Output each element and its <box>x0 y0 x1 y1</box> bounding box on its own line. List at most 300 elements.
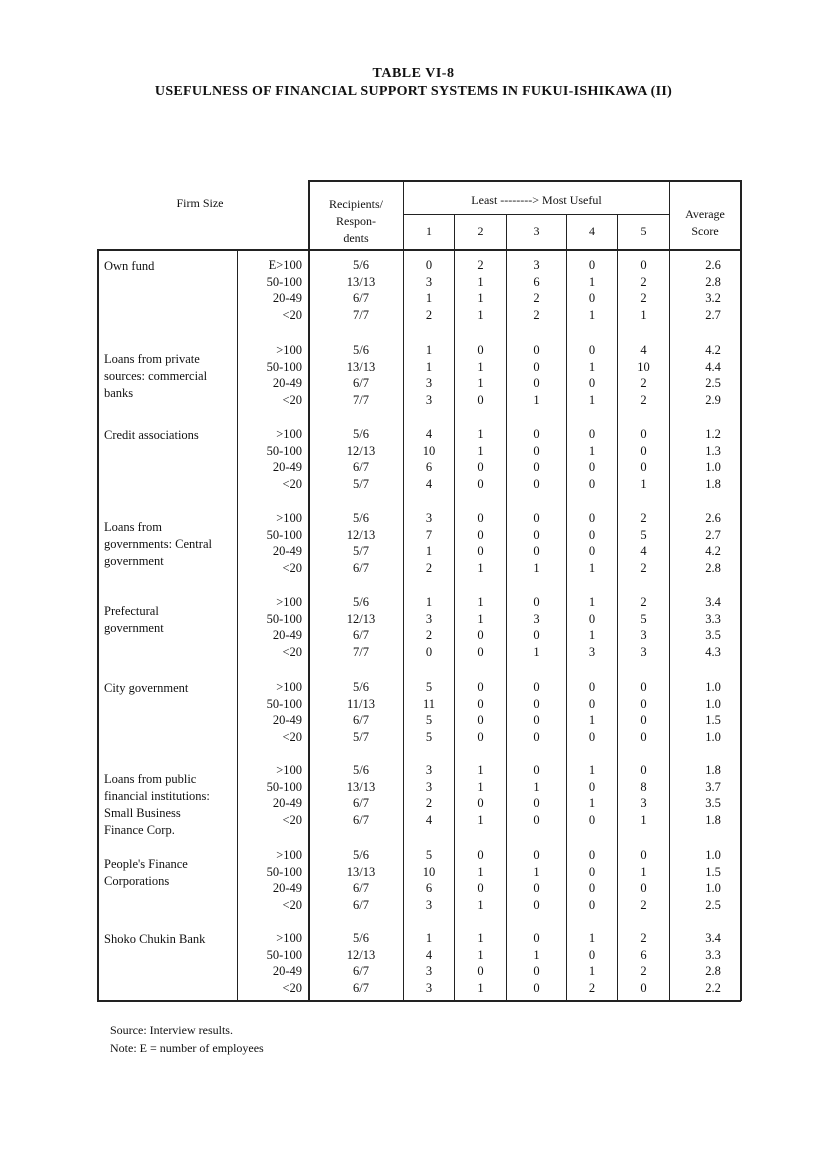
usefulness-count-cell: 3 <box>640 796 647 810</box>
firm-size-cell: <20 <box>282 980 302 995</box>
recipients-header-line1: Recipients/ <box>329 197 383 211</box>
firm-size-cell: 50-100 <box>266 359 302 374</box>
group-label: Prefectural <box>104 604 159 618</box>
average-score-cell: 3.4 <box>705 595 721 609</box>
firm-size-cell: 20-49 <box>272 964 302 978</box>
usefulness-count-cell: 0 <box>533 729 540 744</box>
usefulness-count-cell: 0 <box>477 628 484 642</box>
usefulness-count-cell: 2 <box>533 307 540 322</box>
usefulness-count-cell: 0 <box>588 476 596 491</box>
usefulness-count-cell: 0 <box>640 427 647 441</box>
firm-size-cell: >100 <box>276 427 302 441</box>
usefulness-count-cell: 0 <box>533 511 540 525</box>
usefulness-count-cell: 0 <box>533 460 540 474</box>
average-score-cell: 2.5 <box>705 897 721 912</box>
average-score-cell: 3.7 <box>705 779 721 794</box>
usefulness-count-cell: 1 <box>425 359 433 374</box>
usefulness-count-cell: 2 <box>640 931 647 945</box>
usefulness-count-cell: 0 <box>588 258 596 272</box>
usefulness-count-cell: 0 <box>477 343 484 357</box>
recipients-cell: 6/7 <box>353 713 369 727</box>
group-label: Loans from <box>104 520 162 534</box>
average-score-cell: 1.3 <box>705 443 721 458</box>
usefulness-count-cell: 1 <box>477 779 484 794</box>
usefulness-count-cell: 1 <box>588 628 596 642</box>
usefulness-count-cell: 0 <box>477 713 484 727</box>
usefulness-count-cell: 3 <box>425 274 433 289</box>
average-score-cell: 2.8 <box>705 560 721 575</box>
usefulness-count-cell: 0 <box>477 696 484 711</box>
usefulness-count-cell: 3 <box>425 511 433 525</box>
firm-size-cell: <20 <box>282 729 302 744</box>
usefulness-count-cell: 0 <box>588 460 596 474</box>
usefulness-count-cell: 1 <box>533 560 540 575</box>
average-score-cell: 1.0 <box>705 680 721 694</box>
firm-size-cell: >100 <box>276 595 302 609</box>
usefulness-count-cell: 6 <box>425 460 433 474</box>
usefulness-count-cell: 0 <box>588 544 596 558</box>
group-label: government <box>104 621 164 635</box>
usefulness-count-cell: 0 <box>533 696 540 711</box>
usefulness-count-cell: 2 <box>640 511 647 525</box>
recipients-cell: 13/13 <box>346 864 376 879</box>
recipients-cell: 6/7 <box>353 376 369 390</box>
scale-header-divider <box>403 214 669 215</box>
usefulness-count-cell: 1 <box>477 595 484 609</box>
firm-size-cell: 20-49 <box>272 796 302 810</box>
usefulness-count-cell: 8 <box>640 779 647 794</box>
usefulness-count-cell: 1 <box>533 779 540 794</box>
usefulness-count-cell: 0 <box>588 779 596 794</box>
employee-note: Note: E = number of employees <box>110 1041 264 1055</box>
usefulness-count-cell: 1 <box>477 291 484 305</box>
firm-size-cell: 20-49 <box>272 376 302 390</box>
recipients-cell: 5/6 <box>353 511 369 525</box>
firm-size-cell: 20-49 <box>272 291 302 305</box>
usefulness-count-cell: 1 <box>477 947 484 962</box>
usefulness-count-cell: 0 <box>640 713 647 727</box>
firm-size-header: Firm Size <box>176 196 224 210</box>
group-label: City government <box>104 681 189 695</box>
usefulness-count-cell: 2 <box>477 258 484 272</box>
usefulness-count-cell: 0 <box>588 881 596 895</box>
recipients-cell: 6/7 <box>353 460 369 474</box>
usefulness-count-cell: 1 <box>533 947 540 962</box>
recipients-header-line3: dents <box>343 231 369 245</box>
recipients-cell: 6/7 <box>353 291 369 305</box>
firm-size-cell: >100 <box>276 931 302 945</box>
group-label: Corporations <box>104 874 170 888</box>
usefulness-count-cell: 3 <box>425 897 433 912</box>
usefulness-count-cell: 0 <box>588 848 596 862</box>
group-label: Own fund <box>104 259 155 273</box>
average-score-cell: 1.0 <box>705 696 721 711</box>
recipients-cell: 5/7 <box>353 476 369 491</box>
usefulness-count-cell: 0 <box>588 680 596 694</box>
usefulness-count-cell: 1 <box>477 611 484 626</box>
usefulness-count-cell: 3 <box>425 763 433 777</box>
usefulness-count-cell: 0 <box>477 460 484 474</box>
usefulness-count-cell: 6 <box>533 274 540 289</box>
usefulness-count-cell: 0 <box>588 897 596 912</box>
usefulness-count-cell: 5 <box>640 527 647 542</box>
scale-col-1-header: 1 <box>426 224 432 238</box>
usefulness-count-cell: 2 <box>640 560 647 575</box>
average-score-cell: 2.6 <box>705 511 721 525</box>
usefulness-count-cell: 0 <box>588 812 596 827</box>
usefulness-count-cell: 1 <box>477 763 484 777</box>
recipients-cell: 5/6 <box>353 680 369 694</box>
usefulness-count-cell: 3 <box>425 779 433 794</box>
usefulness-count-cell: 1 <box>588 274 596 289</box>
header-bottom-border <box>97 249 741 251</box>
usefulness-count-cell: 0 <box>533 427 540 441</box>
usefulness-count-cell: 10 <box>422 864 436 879</box>
recipients-cell: 5/7 <box>353 729 369 744</box>
average-score-cell: 2.9 <box>705 392 721 407</box>
usefulness-count-cell: 0 <box>533 443 540 458</box>
recipients-cell: 6/7 <box>353 628 369 642</box>
recipients-cell: 5/6 <box>353 931 369 945</box>
average-score-cell: 2.2 <box>705 980 721 995</box>
usefulness-count-cell: 0 <box>533 680 540 694</box>
average-score-cell: 4.2 <box>705 544 721 558</box>
group-label: Small Business <box>104 806 181 820</box>
recipients-cell: 7/7 <box>353 307 369 322</box>
group-label: government <box>104 554 164 568</box>
usefulness-count-cell: 0 <box>588 729 596 744</box>
usefulness-count-cell: 3 <box>640 644 647 659</box>
usefulness-count-cell: 0 <box>588 527 596 542</box>
usefulness-count-cell: 0 <box>588 427 596 441</box>
average-score-cell: 1.5 <box>705 864 721 879</box>
usefulness-count-cell: 6 <box>425 881 433 895</box>
usefulness-count-cell: 0 <box>425 644 433 659</box>
average-score-cell: 4.4 <box>705 359 721 374</box>
usefulness-count-cell: 4 <box>425 812 433 827</box>
group-label: banks <box>104 386 134 400</box>
usefulness-count-cell: 0 <box>533 713 540 727</box>
usefulness-count-cell: 1 <box>477 980 484 995</box>
source-note: Source: Interview results. <box>110 1023 233 1037</box>
usefulness-count-cell: 0 <box>425 258 433 272</box>
recipients-cell: 6/7 <box>353 980 369 995</box>
recipients-cell: 6/7 <box>353 897 369 912</box>
average-score-cell: 3.5 <box>705 796 721 810</box>
recipients-cell: 5/6 <box>353 848 369 862</box>
recipients-left-border <box>308 180 310 1001</box>
usefulness-count-cell: 3 <box>533 258 540 272</box>
usefulness-count-cell: 2 <box>640 291 647 305</box>
usefulness-count-cell: 0 <box>533 527 540 542</box>
group-label: governments: Central <box>104 537 212 551</box>
firm-size-cell: 50-100 <box>266 611 302 626</box>
usefulness-count-cell: 1 <box>477 274 484 289</box>
usefulness-count-cell: 2 <box>640 964 647 978</box>
usefulness-count-cell: 1 <box>640 307 647 322</box>
usefulness-count-cell: 0 <box>477 881 484 895</box>
average-score-cell: 4.3 <box>705 644 721 659</box>
recipients-cell: 13/13 <box>346 359 376 374</box>
average-score-cell: 2.6 <box>705 258 721 272</box>
usefulness-count-cell: 0 <box>477 964 484 978</box>
average-score-cell: 1.0 <box>705 729 721 744</box>
recipients-cell: 7/7 <box>353 392 369 407</box>
usefulness-count-cell: 3 <box>533 611 540 626</box>
recipients-cell: 6/7 <box>353 812 369 827</box>
firm-size-cell: 20-49 <box>272 460 302 474</box>
usefulness-count-cell: 0 <box>533 931 540 945</box>
firm-size-cell: <20 <box>282 307 302 322</box>
usefulness-count-cell: 0 <box>477 796 484 810</box>
average-score-cell: 2.8 <box>705 964 721 978</box>
recipients-cell: 12/13 <box>346 443 376 458</box>
usefulness-count-cell: 2 <box>533 291 540 305</box>
scale-col-4-header: 4 <box>589 224 595 238</box>
usefulness-count-cell: 1 <box>533 864 540 879</box>
recipients-cell: 5/6 <box>353 258 369 272</box>
usefulness-count-cell: 1 <box>425 931 433 945</box>
usefulness-count-cell: 3 <box>425 980 433 995</box>
group-label: Credit associations <box>104 428 199 442</box>
usefulness-count-cell: 1 <box>425 595 433 609</box>
usefulness-count-cell: 0 <box>533 964 540 978</box>
usefulness-count-cell: 2 <box>425 796 433 810</box>
firm-size-cell: >100 <box>276 343 302 357</box>
usefulness-count-cell: 1 <box>588 359 596 374</box>
firm-size-cell: <20 <box>282 392 302 407</box>
usefulness-count-cell: 5 <box>640 611 647 626</box>
scale-col-2-header: 2 <box>477 224 484 238</box>
scale-col-3-header: 3 <box>533 224 540 238</box>
average-score-cell: 3.4 <box>705 931 721 945</box>
usefulness-count-cell: 11 <box>422 696 436 711</box>
usefulness-count-cell: 1 <box>640 812 647 827</box>
average-score-cell: 1.0 <box>705 460 721 474</box>
firm-size-cell: 20-49 <box>272 881 302 895</box>
usefulness-count-cell: 0 <box>533 763 540 777</box>
recipients-header-line2: Respon- <box>336 214 376 228</box>
firm-size-cell: 50-100 <box>266 779 302 794</box>
table-top-border <box>308 180 741 182</box>
recipients-cell: 12/13 <box>346 947 376 962</box>
usefulness-count-cell: 2 <box>425 307 433 322</box>
recipients-cell: 6/7 <box>353 881 369 895</box>
usefulness-count-cell: 0 <box>588 947 596 962</box>
usefulness-count-cell: 4 <box>425 476 433 491</box>
usefulness-count-cell: 0 <box>477 680 484 694</box>
usefulness-count-cell: 1 <box>640 864 647 879</box>
usefulness-count-cell: 2 <box>640 376 647 390</box>
firm-size-cell: 50-100 <box>266 443 302 458</box>
usefulness-count-cell: 0 <box>533 595 540 609</box>
recipients-cell: 11/13 <box>346 696 375 711</box>
average-score-cell: 1.0 <box>705 881 721 895</box>
usefulness-count-cell: 1 <box>588 443 596 458</box>
firm-size-cell: <20 <box>282 560 302 575</box>
usefulness-count-cell: 5 <box>425 729 433 744</box>
usefulness-count-cell: 10 <box>637 359 650 374</box>
firm-size-cell: 20-49 <box>272 544 302 558</box>
group-label: Shoko Chukin Bank <box>104 932 206 946</box>
average-score-cell: 1.8 <box>705 763 721 777</box>
usefulness-count-cell: 0 <box>640 443 647 458</box>
firm-size-cell: 50-100 <box>266 527 302 542</box>
firm-size-cell: 50-100 <box>266 864 302 879</box>
usefulness-count-cell: 1 <box>477 376 484 390</box>
usefulness-count-cell: 4 <box>640 544 647 558</box>
usefulness-count-cell: 1 <box>588 796 596 810</box>
usefulness-count-cell: 2 <box>425 560 433 575</box>
average-score-cell: 3.2 <box>705 291 721 305</box>
usefulness-count-cell: 3 <box>588 644 596 659</box>
usefulness-count-cell: 1 <box>477 359 484 374</box>
usefulness-count-cell: 3 <box>425 392 433 407</box>
average-score-cell: 4.2 <box>705 343 721 357</box>
usefulness-count-cell: 1 <box>477 864 484 879</box>
usefulness-count-cell: 0 <box>640 460 647 474</box>
average-score-cell: 3.3 <box>705 947 721 962</box>
average-score-cell: 1.0 <box>705 848 721 862</box>
usefulness-count-cell: 1 <box>477 812 484 827</box>
recipients-cell: 5/7 <box>353 544 369 558</box>
usefulness-count-cell: 1 <box>588 307 596 322</box>
group-label: sources: commercial <box>104 369 208 383</box>
usefulness-count-cell: 1 <box>425 291 433 305</box>
table-left-border <box>97 249 99 1001</box>
usefulness-count-cell: 0 <box>533 544 540 558</box>
recipients-cell: 12/13 <box>346 527 376 542</box>
usefulness-count-cell: 1 <box>477 307 484 322</box>
average-score-cell: 1.5 <box>705 713 721 727</box>
usefulness-count-cell: 5 <box>425 713 433 727</box>
usefulness-count-cell: 0 <box>533 897 540 912</box>
recipients-cell: 6/7 <box>353 964 369 978</box>
col5-right-border <box>669 180 670 1001</box>
usefulness-count-cell: 1 <box>588 713 596 727</box>
table-bottom-border <box>97 1000 741 1002</box>
average-score-cell: 1.8 <box>705 812 721 827</box>
usefulness-count-cell: 1 <box>588 763 596 777</box>
label-column-divider <box>237 249 238 1001</box>
usefulness-count-cell: 0 <box>588 511 596 525</box>
average-header-line1: Average <box>685 207 725 221</box>
firm-size-cell: 50-100 <box>266 274 302 289</box>
average-score-cell: 1.8 <box>705 476 721 491</box>
firm-size-cell: >100 <box>276 680 302 694</box>
usefulness-count-cell: 6 <box>640 947 647 962</box>
usefulness-count-cell: 5 <box>425 848 433 862</box>
firm-size-cell: 50-100 <box>266 696 302 711</box>
average-score-cell: 2.8 <box>705 274 721 289</box>
usefulness-count-cell: 0 <box>533 980 540 995</box>
usefulness-count-cell: 0 <box>533 376 540 390</box>
firm-size-cell: E>100 <box>268 258 302 272</box>
usefulness-count-cell: 0 <box>533 812 540 827</box>
table-title: USEFULNESS OF FINANCIAL SUPPORT SYSTEMS IN FUKUI-ISHIKAWA (II) <box>154 84 673 99</box>
usefulness-count-cell: 1 <box>477 897 484 912</box>
usefulness-count-cell: 4 <box>425 427 433 441</box>
average-score-cell: 1.2 <box>705 427 721 441</box>
usefulness-count-cell: 10 <box>422 443 436 458</box>
usefulness-count-cell: 0 <box>640 696 647 711</box>
average-score-cell: 2.7 <box>705 307 721 322</box>
usefulness-count-cell: 0 <box>640 729 647 744</box>
usefulness-count-cell: 0 <box>533 359 540 374</box>
scale-col-5-header: 5 <box>640 224 647 238</box>
average-score-cell: 2.7 <box>705 527 721 542</box>
average-score-cell: 2.5 <box>705 376 721 390</box>
group-label: Loans from public <box>104 772 197 786</box>
usefulness-count-cell: 1 <box>425 343 433 357</box>
usefulness-count-cell: 0 <box>640 980 647 995</box>
usefulness-count-cell: 4 <box>425 947 433 962</box>
average-header-line2: Score <box>691 224 719 238</box>
usefulness-scale-header: Least --------> Most Useful <box>471 193 602 207</box>
usefulness-count-cell: 3 <box>425 611 433 626</box>
usefulness-count-cell: 1 <box>588 931 596 945</box>
usefulness-count-cell: 2 <box>588 980 596 995</box>
table-number: TABLE VI-8 <box>372 66 455 81</box>
usefulness-count-cell: 0 <box>477 511 484 525</box>
usefulness-count-cell: 2 <box>640 897 647 912</box>
usefulness-count-cell: 1 <box>477 427 484 441</box>
firm-size-cell: 50-100 <box>266 947 302 962</box>
usefulness-count-cell: 0 <box>533 476 540 491</box>
recipients-cell: 5/6 <box>353 427 369 441</box>
usefulness-count-cell: 0 <box>640 763 647 777</box>
usefulness-count-cell: 0 <box>477 527 484 542</box>
recipients-cell: 7/7 <box>353 644 369 659</box>
group-label: People's Finance <box>104 857 188 871</box>
usefulness-count-cell: 0 <box>477 848 484 862</box>
usefulness-count-cell: 0 <box>588 864 596 879</box>
recipients-cell: 12/13 <box>346 611 376 626</box>
usefulness-count-cell: 1 <box>425 544 433 558</box>
usefulness-count-cell: 0 <box>533 881 540 895</box>
group-label: financial institutions: <box>104 789 210 803</box>
usefulness-count-cell: 0 <box>588 696 596 711</box>
firm-size-cell: <20 <box>282 476 302 491</box>
recipients-cell: 5/6 <box>353 763 369 777</box>
firm-size-cell: <20 <box>282 644 302 659</box>
usefulness-count-cell: 3 <box>425 964 433 978</box>
recipients-cell: 13/13 <box>346 274 376 289</box>
usefulness-count-cell: 0 <box>477 644 484 659</box>
usefulness-count-cell: 0 <box>533 796 540 810</box>
recipients-cell: 6/7 <box>353 796 369 810</box>
recipients-cell: 13/13 <box>346 779 376 794</box>
usefulness-count-cell: 1 <box>477 443 484 458</box>
usefulness-count-cell: 0 <box>640 881 647 895</box>
usefulness-count-cell: 0 <box>477 544 484 558</box>
usefulness-count-cell: 0 <box>533 628 540 642</box>
usefulness-count-cell: 7 <box>425 527 433 542</box>
usefulness-count-cell: 1 <box>533 392 540 407</box>
usefulness-count-cell: 4 <box>640 343 647 357</box>
usefulness-count-cell: 3 <box>425 376 433 390</box>
usefulness-count-cell: 1 <box>533 644 540 659</box>
recipients-cell: 5/6 <box>353 343 369 357</box>
recipients-cell: 6/7 <box>353 560 369 575</box>
usefulness-count-cell: 0 <box>640 680 647 694</box>
usefulness-count-cell: 1 <box>477 560 484 575</box>
firm-size-cell: 20-49 <box>272 628 302 642</box>
usefulness-count-cell: 5 <box>425 680 433 694</box>
usefulness-count-cell: 0 <box>588 376 596 390</box>
firm-size-cell: >100 <box>276 511 302 525</box>
group-label: Finance Corp. <box>104 823 175 837</box>
